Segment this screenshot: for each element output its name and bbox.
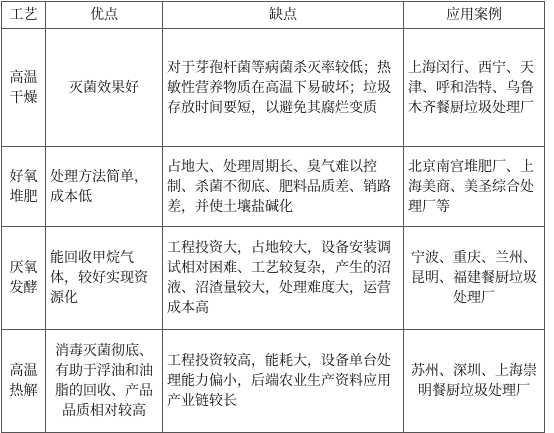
table-row <box>2 330 545 433</box>
row-disadvantages: 工程投资大，占地较大，设备安装调试相对困难、工艺较复杂，产生的沼液、沼渣量较大，处理难度大，运营成本高 <box>163 227 404 330</box>
table-row <box>2 147 545 227</box>
process-comparison-table <box>1 1 545 433</box>
row-disadvantages: 工程投资较高，能耗大，设备单台处理能力偏小，后端农业生产资料应用产业链较长 <box>163 330 404 433</box>
row-cases: 宁波、重庆、兰州、昆明、福建餐厨垃圾处理厂 <box>404 227 545 330</box>
row-advantages: 能回收甲烷气体，较好实现资源化 <box>46 227 163 330</box>
header-advantages: 优点 <box>46 2 163 29</box>
row-cases: 苏州、深圳、上海崇明餐厨垃圾处理厂 <box>404 330 545 433</box>
row-cases: 北京南宫堆肥厂、上海美商、美圣综合处理厂等 <box>404 147 545 227</box>
table-row <box>2 29 545 147</box>
row-disadvantages: 占地大、处理周期长、臭气难以控制、杀菌不彻底、肥料品质差、销路差，并使土壤盐碱化 <box>163 147 404 227</box>
row-disadvantages: 对于芽孢杆菌等病菌杀灭率较低；热敏性营养物质在高温下易破坏；垃圾存放时间要短，以避免其腐烂变质 <box>163 29 404 147</box>
header-cases: 应用案例 <box>404 2 545 29</box>
table-header-row <box>2 2 545 29</box>
header-disadvantages: 缺点 <box>163 2 404 29</box>
row-process: 高温热解 <box>2 330 46 433</box>
row-advantages: 消毒灭菌彻底、有助于浮油和油脂的回收、产品品质相对较高 <box>46 330 163 433</box>
row-advantages: 灭菌效果好 <box>46 29 163 147</box>
header-process: 工艺 <box>2 2 46 29</box>
row-process: 高温干燥 <box>2 29 46 147</box>
table-row <box>2 227 545 330</box>
row-process: 厌氧发酵 <box>2 227 46 330</box>
row-advantages: 处理方法简单，成本低 <box>46 147 163 227</box>
row-cases: 上海闵行、西宁、天津、呼和浩特、乌鲁木齐餐厨垃圾处理厂 <box>404 29 545 147</box>
row-process: 好氧堆肥 <box>2 147 46 227</box>
